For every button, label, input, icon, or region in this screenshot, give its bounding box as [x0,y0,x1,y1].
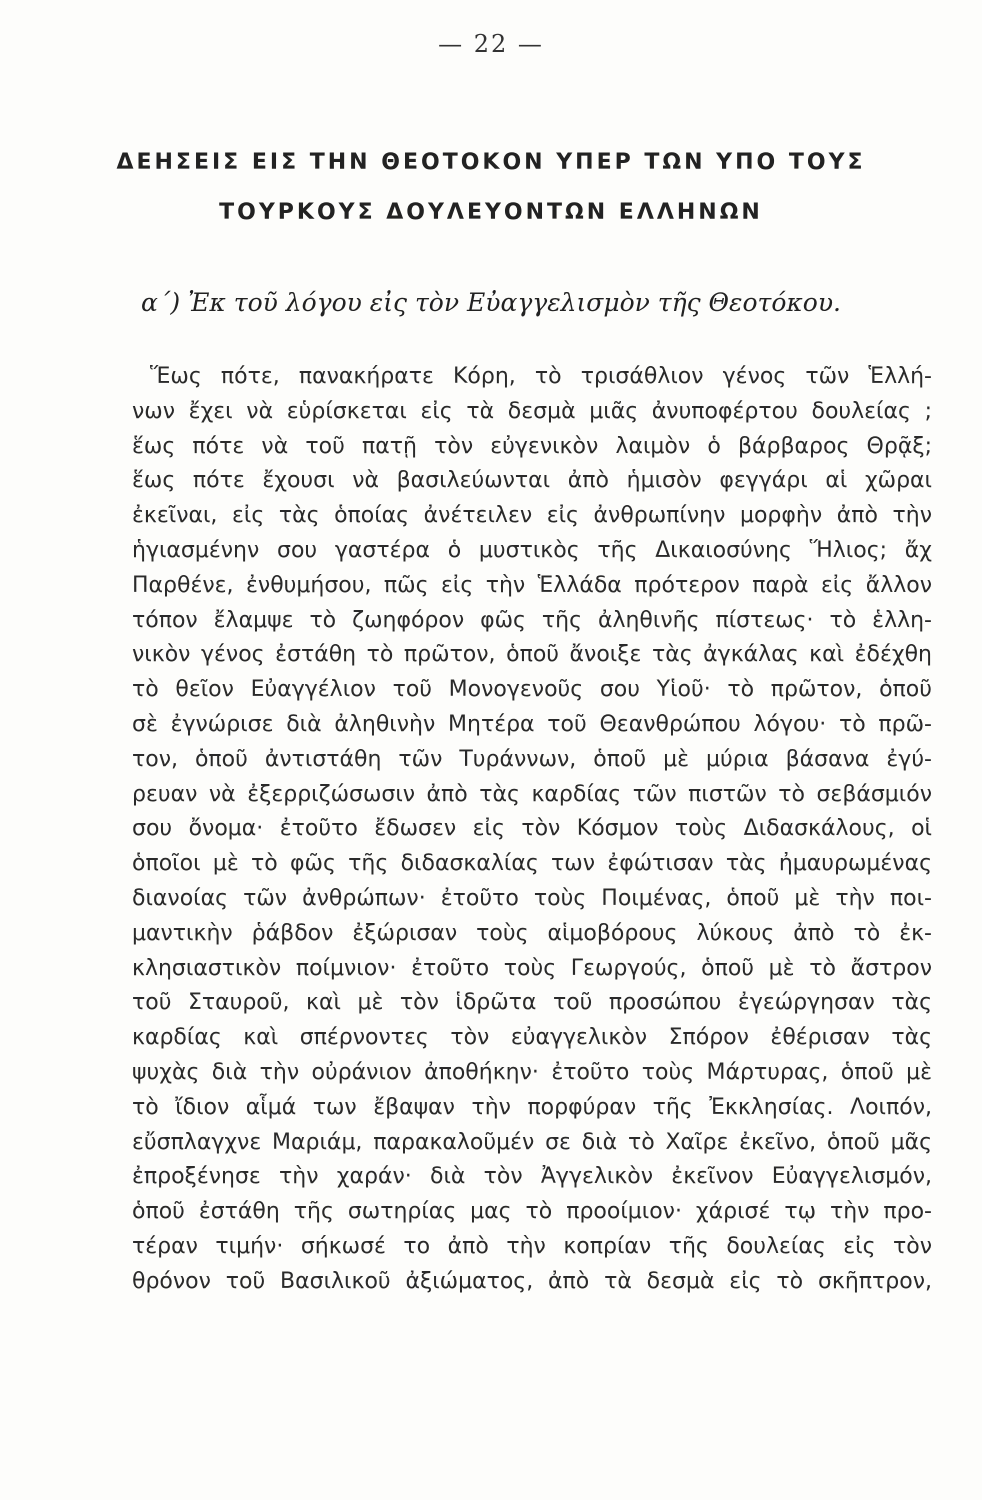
page-number: — 22 — [438,30,544,58]
text-line: διανοίας τῶν ἀνθρώπων· ἐτοῦτο τοὺς Ποιμένας, ὁποῦ μὲ τὴν ποι- [132,885,932,911]
text-line: ὁποῦ ἐστάθη τῆς σωτηρίας μας τὸ προοίμιον· χάρισέ τῳ τὴν προ- [132,1199,932,1225]
text-line: σου ὄνομα· ἐτοῦτο ἔδωσεν εἰς τὸν Κόσμον τοὺς Διδασκάλους, οἱ [132,816,932,842]
title-line-2: ΤΟΥΡΚΟΥΣ ΔΟΥΛΕΥΟΝΤΩΝ ΕΛΛΗΝΩΝ [219,200,763,225]
section-subtitle: α´) Ἐκ τοῦ λόγου εἰς τὸν Εὐαγγελισμὸν τῆς Θεοτόκου. [141,288,841,317]
text-line: ἡγιασμένην σου γαστέρα ὁ μυστικὸς τῆς Δικαιοσύνης Ἥλιος; ἄχ [132,537,932,563]
text-line: κλησιαστικὸν ποίμνιον· ἐτοῦτο τοὺς Γεωργούς, ὁποῦ μὲ τὸ ἄστρον [132,955,932,981]
body-paragraph [132,360,932,1300]
text-line: τοῦ Σταυροῦ, καὶ μὲ τὸν ἱδρῶτα τοῦ προσώπου ἐγεώργησαν τὰς [132,990,932,1016]
text-line: ἕως πότε ἔχουσι νὰ βασιλεύωνται ἀπὸ ἡμισὸν φεγγάρι αἱ χῶραι [132,468,932,494]
text-line: τον, ὁποῦ ἀντιστάθη τῶν Τυράννων, ὁποῦ μὲ μύρια βάσανα ἐγύ- [132,746,932,772]
text-line: Ἕως πότε, πανακήρατε Κόρη, τὸ τρισάθλιον γένος τῶν Ἑλλή- [150,364,932,389]
text-line: ἐπροξένησε τὴν χαράν· διὰ τὸν Ἀγγελικὸν ἐκεῖνον Εὐαγγελισμόν, [132,1164,932,1190]
text-line: ψυχὰς διὰ τὴν οὐράνιον ἀποθήκην· ἐτοῦτο τοὺς Μάρτυρας, ὁποῦ μὲ [132,1059,932,1085]
text-line: νων ἔχει νὰ εὑρίσκεται εἰς τὰ δεσμὰ μιᾶς ἀνυποφέρτου δουλείας ; [132,398,932,424]
title-line-1: ΔΕΗΣΕΙΣ ΕΙΣ ΤΗΝ ΘΕΟΤΟΚΟΝ ΥΠΕΡ ΤΩΝ ΥΠΟ ΤΟΥΣ [116,150,866,175]
text-line: νικὸν γένος ἐστάθη τὸ πρῶτον, ὁποῦ ἄνοιξε τὰς ἀγκάλας καὶ ἐδέχθη [132,642,932,668]
text-line: Παρθένε, ἐνθυμήσου, πῶς εἰς τὴν Ἑλλάδα πρότερον παρὰ εἰς ἄλλον [132,572,932,598]
text-line: τὸ θεῖον Εὐαγγέλιον τοῦ Μονογενοῦς σου Υἱοῦ· τὸ πρῶτον, ὁποῦ [132,677,932,703]
text-line: θρόνον τοῦ Βασιλικοῦ ἀξιώματος, ἀπὸ τὰ δεσμὰ εἰς τὸ σκῆπτρον, [132,1268,932,1294]
text-line: ἕως πότε νὰ τοῦ πατῇ τὸν εὐγενικὸν λαιμὸν ὁ βάρβαρος Θρᾷξ; [132,433,932,459]
text-line: ρευαν νὰ ἐξερριζώσωσιν ἀπὸ τὰς καρδίας τῶν πιστῶν τὸ σεβάσμιόν [132,781,932,807]
text-line: μαντικὴν ῥάβδον ἐξώρισαν τοὺς αἱμοβόρους λύκους ἀπὸ τὸ ἐκ- [132,920,932,946]
text-line: τέραν τιμήν· σήκωσέ το ἀπὸ τὴν κοπρίαν τῆς δουλείας εἰς τὸν [132,1233,932,1259]
text-line: σὲ ἐγνώρισε διὰ ἀληθινὴν Μητέρα τοῦ Θεανθρώπου λόγου· τὸ πρῶ- [132,711,932,737]
text-line: εὔσπλαγχνε Μαριάμ, παρακαλοῦμέν σε διὰ τὸ Χαῖρε ἐκεῖνο, ὁποῦ μᾶς [132,1129,932,1155]
text-line: τόπον ἔλαμψε τὸ ζωηφόρον φῶς τῆς ἀληθινῆς πίστεως· τὸ ἑλλη- [132,607,932,633]
text-line: ὁποῖοι μὲ τὸ φῶς τῆς διδασκαλίας των ἐφώτισαν τὰς ἠμαυρωμένας [132,851,932,877]
text-line: ἐκεῖναι, εἰς τὰς ὁποίας ἀνέτειλεν εἰς ἀνθρωπίνην μορφὴν ἀπὸ τὴν [132,503,932,529]
text-line: τὸ ἴδιον αἷμά των ἔβαψαν τὴν πορφύραν τῆς Ἐκκλησίας. Λοιπόν, [132,1094,932,1120]
text-line: καρδίας καὶ σπέρνοντες τὸν εὐαγγελικὸν Σπόρον ἐθέρισαν τὰς [132,1025,932,1051]
